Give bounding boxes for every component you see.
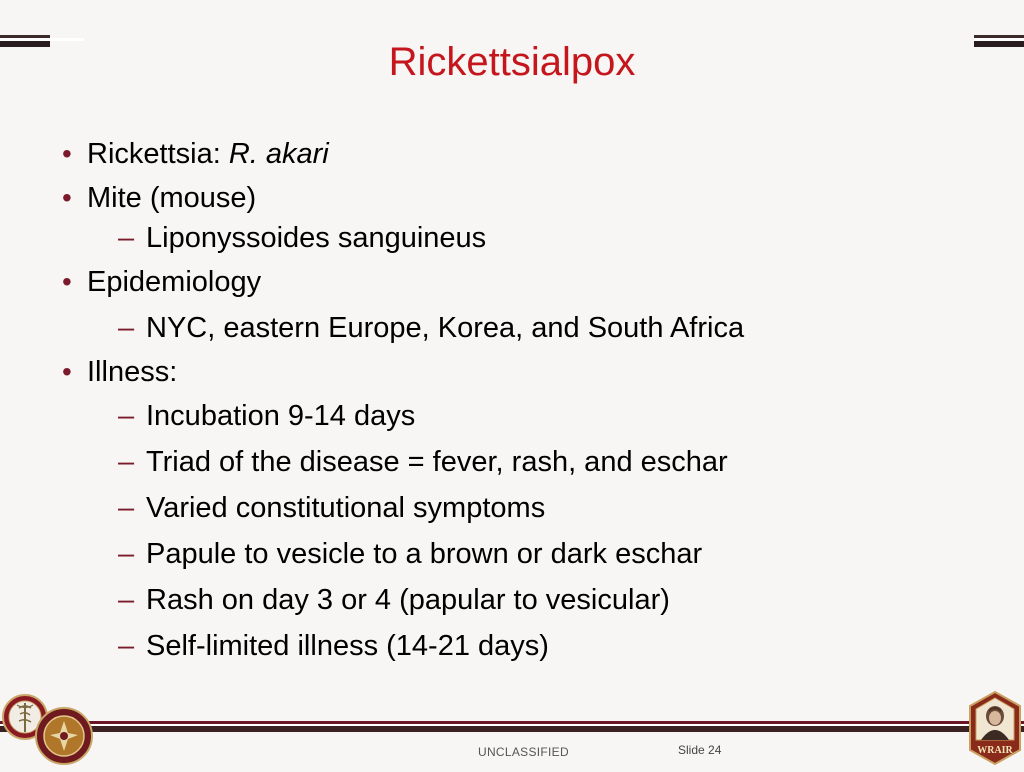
bullet-text: Varied constitutional symptoms: [146, 492, 546, 524]
slide-number: Slide 24: [678, 743, 722, 757]
bullet-text: Papule to vesicle to a brown or dark eschar: [146, 538, 703, 570]
bullet-mite: [62, 178, 962, 218]
dash-marker: –: [118, 630, 135, 662]
bullet-epidemiology: [62, 262, 962, 302]
bullet-text: Rash on day 3 or 4 (papular to vesicular): [146, 584, 670, 616]
dash-marker: –: [118, 492, 135, 524]
slide-title: Rickettsialpox: [388, 40, 636, 84]
sub-bullet-symptoms: [62, 488, 962, 528]
bullet-text: NYC, eastern Europe, Korea, and South Africa: [146, 312, 745, 344]
dash-marker: –: [118, 538, 135, 570]
dash-marker: –: [118, 584, 135, 616]
sub-bullet-incubation: [62, 396, 962, 436]
bullet-marker: •: [62, 138, 72, 169]
bottom-band: [0, 721, 1024, 733]
dash-marker: –: [118, 446, 135, 478]
bullet-marker: •: [62, 356, 72, 387]
sub-bullet-self-limited: [62, 626, 962, 666]
sub-bullet-locations: [62, 308, 962, 348]
sub-bullet-triad: [62, 442, 962, 482]
bullet-text: Illness:: [87, 356, 178, 388]
sub-bullet-papule: [62, 534, 962, 574]
dash-marker: –: [118, 312, 135, 344]
bullet-text-italic: R. akari: [228, 138, 329, 170]
bullet-text: Incubation 9-14 days: [146, 400, 416, 432]
bullet-text: Epidemiology: [87, 266, 262, 298]
bullet-text: Mite (mouse): [87, 182, 257, 214]
dash-marker: –: [118, 400, 135, 432]
sub-bullet-liponyssoides: [62, 218, 962, 258]
bullet-illness: [62, 352, 962, 392]
bullet-text: Rickettsia:: [87, 138, 229, 170]
bullet-marker: •: [62, 266, 72, 297]
wrair-logo-icon: [968, 690, 1022, 771]
dash-marker: –: [118, 222, 135, 254]
wrair-logo-text: WRAIR: [977, 745, 1013, 756]
bullet-marker: •: [62, 182, 72, 213]
army-medical-seal-icon: [34, 705, 94, 772]
bullet-rickettsia: [62, 134, 962, 174]
sub-bullet-rash: [62, 580, 962, 620]
bullet-text: Self-limited illness (14-21 days): [146, 630, 549, 662]
bullet-list: [62, 134, 962, 666]
bullet-text: Triad of the disease = fever, rash, and eschar: [146, 446, 728, 478]
classification-label: UNCLASSIFIED: [478, 745, 569, 759]
bullet-text: Liponyssoides sanguineus: [146, 222, 487, 254]
